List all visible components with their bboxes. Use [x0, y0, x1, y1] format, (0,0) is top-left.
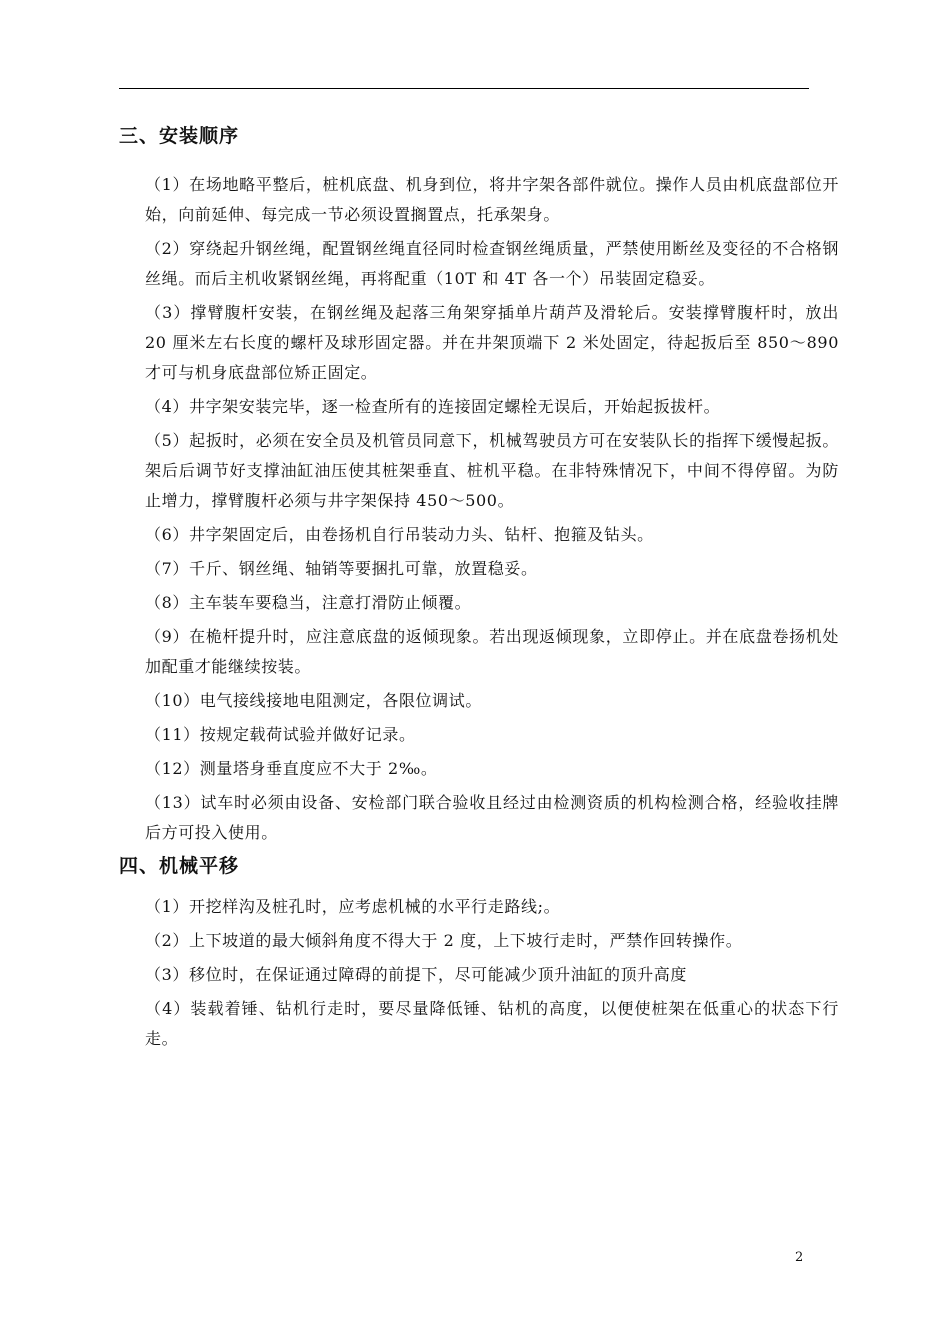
section-heading-installation-order: 三、安装顺序: [119, 125, 240, 147]
list-item: （3）撑臂腹杆安装，在钢丝绳及起落三角架穿插单片葫芦及滑轮后。安装撑臂腹杆时，放出 20 厘米左右长度的螺杆及球形固定器。并在井架顶端下 2 米处固定，待起扳后至 850～890 才可与机身底盘部位矫正固定。: [145, 303, 839, 382]
section-heading-machine-translation: 四、机械平移: [119, 855, 240, 877]
list-item: （11）按规定载荷试验并做好记录。: [145, 725, 416, 744]
list-item: （3）移位时，在保证通过障碍的前提下，尽可能减少顶升油缸的顶升高度: [145, 965, 687, 984]
document-body: [119, 112, 839, 1058]
list-item: （6）井字架固定后，由卷扬机自行吊装动力头、钻杆、抱箍及钻头。: [145, 525, 654, 544]
list-item: （13）试车时必须由设备、安检部门联合验收且经过由检测资质的机构检测合格，经验收挂牌后方可投入使用。: [145, 793, 839, 842]
list-item: （5）起扳时，必须在安全员及机管员同意下，机械驾驶员方可在安装队长的指挥下缓慢起扳。架后后调节好支撑油缸油压使其桩架垂直、桩机平稳。在非特殊情况下，中间不得停留。为防止增力，撑臂腹杆必须与井字架保持 450～500。: [145, 431, 839, 510]
list-item: （10）电气接线接地电阻测定，各限位调试。: [145, 691, 482, 710]
header-rule: [119, 88, 809, 89]
list-item: （8）主车装车要稳当，注意打滑防止倾覆。: [145, 593, 472, 612]
list-item: （4）装载着锤、钻机行走时，要尽量降低锤、钻机的高度，以便使桩架在低重心的状态下行走。: [145, 999, 839, 1048]
list-item: （1）在场地略平整后，桩机底盘、机身到位，将井字架各部件就位。操作人员由机底盘部位开始，向前延伸、每完成一节必须设置搁置点，托承架身。: [145, 175, 839, 224]
list-item: （4）井字架安装完毕，逐一检查所有的连接固定螺栓无误后，开始起扳拔杆。: [145, 397, 721, 416]
list-item: （12）测量塔身垂直度应不大于 2‰。: [145, 759, 438, 778]
page-number: 2: [795, 1250, 804, 1265]
list-item: （1）开挖样沟及桩孔时，应考虑机械的水平行走路线;。: [145, 897, 561, 916]
list-item: （2）穿绕起升钢丝绳，配置钢丝绳直径同时检查钢丝绳质量，严禁使用断丝及变径的不合格钢丝绳。而后主机收紧钢丝绳，再将配重（10T 和 4T 各一个）吊装固定稳妥。: [145, 239, 839, 288]
list-item: （9）在桅杆提升时，应注意底盘的返倾现象。若出现返倾现象，立即停止。并在底盘卷扬机处加配重才能继续按装。: [145, 627, 839, 676]
list-item: （7）千斤、钢丝绳、轴销等要捆扎可靠，放置稳妥。: [145, 559, 538, 578]
list-item: （2）上下坡道的最大倾斜角度不得大于 2 度，上下坡行走时，严禁作回转操作。: [145, 931, 743, 950]
